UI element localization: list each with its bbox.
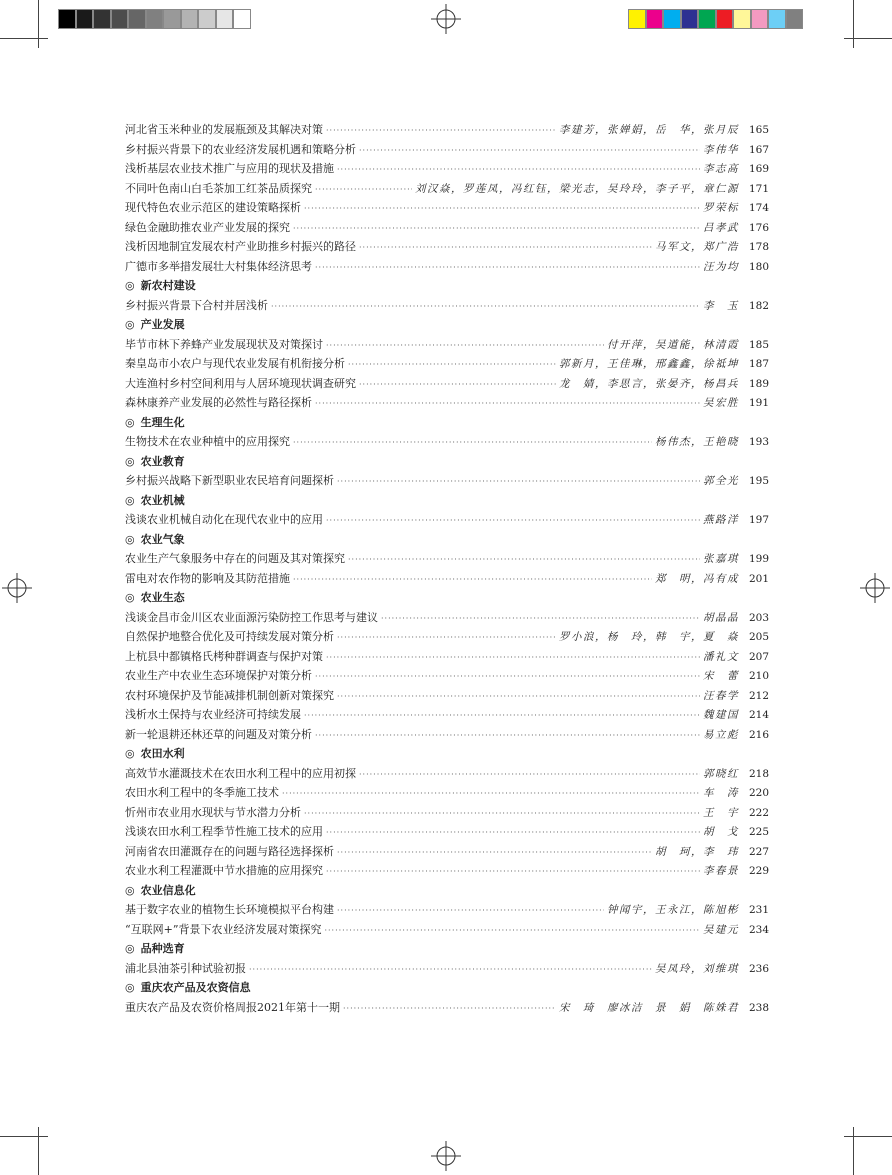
entry-page-number: 185 (748, 338, 769, 351)
leader-dots (293, 219, 700, 239)
entry-page-number: 189 (748, 377, 769, 390)
leader-dots (337, 628, 556, 648)
crop-mark-bottom-right-h (844, 1136, 892, 1137)
entry-title: 乡村振兴背景下的农业经济发展机遇和策略分析 (125, 142, 356, 156)
color-swatch (733, 9, 751, 29)
section-heading (125, 276, 769, 296)
toc-entry[interactable] (125, 257, 769, 277)
toc-entry[interactable] (125, 510, 769, 530)
entry-title: “互联网+”背景下农业经济发展对策探究 (125, 922, 322, 936)
section-heading-label: 重庆农产品及农资信息 (140, 981, 251, 994)
crop-mark-top-right-v (853, 0, 854, 48)
toc-entry[interactable] (125, 296, 769, 316)
section-heading (125, 978, 769, 998)
entry-authors: 潘礼文 (703, 650, 739, 663)
entry-title: 乡村振兴战略下新型职业农民培育问题探析 (125, 474, 334, 487)
entry-page-number: 231 (748, 904, 769, 916)
leader-dots (315, 394, 700, 414)
gray-swatch (146, 9, 164, 29)
crop-mark-top-right-h (844, 38, 892, 39)
toc-entry[interactable] (125, 998, 769, 1018)
toc-entry[interactable] (125, 354, 769, 374)
entry-authors: 车 涛 (703, 787, 739, 799)
section-mark-icon: ◎ (125, 747, 135, 760)
entry-title: 农业生产气象服务中存在的问题及其对策探究 (125, 552, 345, 565)
toc-entry[interactable] (125, 842, 769, 862)
entry-authors: 吴宏胜 (703, 397, 739, 409)
gray-swatch (93, 9, 111, 29)
toc-entry[interactable] (125, 686, 769, 706)
leader-dots (304, 706, 700, 726)
leader-dots (249, 960, 652, 980)
entry-authors: 郭新月，王佳琳，邢鑫鑫，徐祗坤 (559, 358, 739, 370)
leader-dots (315, 180, 412, 200)
toc-entry[interactable] (125, 725, 769, 745)
section-heading-label: 品种选育 (140, 942, 185, 955)
entry-title: 乡村振兴背景下合村并居浅析 (125, 298, 268, 312)
leader-dots (293, 570, 652, 590)
color-swatch (698, 9, 716, 29)
toc-entry[interactable] (125, 569, 769, 589)
leader-dots (337, 687, 700, 707)
entry-authors: 燕路洋 (703, 514, 739, 526)
section-heading-label: 农业教育 (140, 454, 185, 468)
gray-swatch (163, 9, 181, 29)
entry-title: 河南省农田灌溉存在的问题与路径选择探析 (125, 844, 334, 858)
leader-dots (343, 999, 556, 1019)
entry-title: 忻州市农业用水现状与节水潜力分析 (125, 805, 301, 819)
toc-entry[interactable] (125, 471, 769, 491)
entry-authors: 李志高 (703, 163, 739, 175)
toc-entry[interactable] (125, 666, 769, 686)
entry-authors: 龙 婧，李思言，张晏齐，杨昌兵 (559, 377, 739, 390)
entry-page-number: 216 (748, 728, 769, 741)
section-heading (125, 315, 769, 335)
entry-authors: 吴建元 (703, 923, 739, 936)
leader-dots (271, 297, 700, 317)
section-heading (125, 491, 769, 511)
entry-authors: 钟闻宇，王永江，陈旭彬 (607, 904, 739, 916)
leader-dots (315, 726, 700, 746)
gray-swatch (58, 9, 76, 29)
entry-title: 自然保护地整合优化及可持续发展对策分析 (125, 630, 334, 643)
entry-title: 农业生产中农业生态环境保护对策分析 (125, 669, 312, 682)
gray-swatch (76, 9, 94, 29)
entry-title: 毕节市林下养蜂产业发展现状及对策探讨 (125, 337, 323, 351)
entry-title: 浅谈农田水利工程季节性施工技术的应用 (125, 825, 323, 838)
section-heading-label: 新农村建设 (140, 279, 196, 292)
registration-mark-top (431, 4, 461, 34)
toc-entry[interactable] (125, 140, 769, 160)
entry-page-number: 222 (748, 806, 769, 819)
color-swatch (681, 9, 699, 29)
toc-entry[interactable] (125, 218, 769, 238)
section-mark-icon: ◎ (125, 454, 135, 468)
entry-page-number: 199 (748, 553, 769, 565)
leader-dots (337, 472, 700, 492)
leader-dots (359, 375, 556, 395)
leader-dots (359, 238, 652, 258)
toc-entry[interactable] (125, 959, 769, 979)
entry-title: 浅析水土保持与农业经济可持续发展 (125, 708, 301, 721)
leader-dots (282, 784, 700, 804)
entry-title: 农业水利工程灌溉中节水措施的应用探究 (125, 864, 323, 877)
leader-dots (315, 667, 700, 687)
entry-title: 河北省玉米种业的发展瓶颈及其解决对策 (125, 123, 323, 136)
toc-entry[interactable] (125, 237, 769, 257)
color-swatch (768, 9, 786, 29)
entry-page-number: 227 (748, 845, 769, 858)
entry-authors: 郭晓红 (703, 767, 739, 780)
entry-title: 生物技术在农业种植中的应用探究 (125, 435, 290, 448)
leader-dots (326, 823, 700, 843)
leader-dots (326, 121, 556, 141)
leader-dots (337, 160, 700, 180)
gray-swatch (111, 9, 129, 29)
entry-authors: 胡 珂，李 玮 (655, 845, 739, 858)
entry-page-number: 182 (748, 299, 769, 312)
toc-entry[interactable] (125, 120, 769, 140)
entry-title: 农田水利工程中的冬季施工技术 (125, 786, 279, 799)
section-heading (125, 881, 769, 901)
section-mark-icon: ◎ (125, 591, 135, 604)
section-heading (125, 939, 769, 959)
entry-title: 大连渔村乡村空间利用与人居环境现状调查研究 (125, 376, 356, 390)
leader-dots (381, 609, 700, 629)
entry-title: 上杭县中都镇格氏栲种群调查与保护对策 (125, 649, 323, 663)
entry-authors: 李春景 (703, 865, 739, 877)
section-heading (125, 744, 769, 764)
entry-title: 广德市多举措发展壮大村集体经济思考 (125, 259, 312, 273)
gray-scale-bar (58, 9, 251, 29)
entry-authors: 刘汉焱，罗莲凤，冯红钰，梁光志，吴玲玲，李子平，章仁源 (415, 182, 739, 195)
toc-entry[interactable] (125, 861, 769, 881)
section-mark-icon: ◎ (125, 883, 135, 897)
entry-authors: 李 玉 (703, 299, 739, 312)
toc-entry[interactable] (125, 608, 769, 628)
toc-entry[interactable] (125, 374, 769, 394)
section-heading (125, 530, 769, 550)
section-mark-icon: ◎ (125, 942, 135, 955)
entry-title: 雷电对农作物的影响及其防范措施 (125, 571, 290, 585)
entry-title: 基于数字农业的植物生长环境模拟平台构建 (125, 903, 334, 916)
leader-dots (326, 648, 700, 668)
entry-authors: 杨伟杰，王艳晓 (655, 436, 739, 448)
entry-authors: 罗小浪，杨 玲，韩 宇，夏 焱 (559, 631, 739, 643)
entry-title: 绿色金融助推农业产业发展的探究 (125, 220, 290, 234)
leader-dots (326, 511, 700, 531)
section-heading (125, 452, 769, 472)
section-mark-icon: ◎ (125, 318, 135, 331)
entry-page-number: 187 (748, 358, 769, 370)
leader-dots (324, 921, 700, 941)
gray-swatch (128, 9, 146, 29)
leader-dots (304, 804, 700, 824)
section-mark-icon: ◎ (125, 415, 135, 429)
leader-dots (337, 901, 604, 921)
toc-entry[interactable] (125, 803, 769, 823)
color-swatch (663, 9, 681, 29)
leader-dots (359, 765, 700, 785)
registration-mark-right (860, 573, 890, 603)
entry-authors: 李伟华 (703, 143, 739, 156)
entry-title: 重庆农产品及农资价格周报2021年第十一期 (125, 1000, 340, 1014)
color-control-bar (628, 9, 803, 29)
toc-entry[interactable] (125, 198, 769, 218)
leader-dots (315, 258, 700, 278)
toc-entry[interactable] (125, 822, 769, 842)
entry-title: 不同叶色南山白毛茶加工红茶品质探究 (125, 181, 312, 195)
entry-title: 浅析因地制宜发展农村产业助推乡村振兴的路径 (125, 240, 356, 253)
entry-authors: 汪春学 (703, 689, 739, 702)
gray-swatch (181, 9, 199, 29)
toc-entry[interactable] (125, 335, 769, 355)
entry-page-number: 176 (748, 221, 769, 234)
entry-title: 森林康养产业发展的必然性与路径探析 (125, 396, 312, 409)
crop-mark-bottom-left-h (0, 1136, 48, 1137)
crop-mark-top-left-h (0, 38, 48, 39)
section-heading (125, 588, 769, 608)
entry-page-number: 205 (748, 631, 769, 643)
section-heading-label: 生理生化 (140, 415, 185, 429)
toc-entry[interactable] (125, 920, 769, 940)
entry-page-number: 195 (748, 475, 769, 487)
entry-page-number: 193 (748, 436, 769, 448)
gray-swatch (198, 9, 216, 29)
entry-page-number: 178 (748, 241, 769, 253)
section-mark-icon: ◎ (125, 981, 135, 994)
entry-title: 浅谈金昌市金川区农业面源污染防控工作思考与建议 (125, 610, 378, 624)
entry-authors: 吴凤玲，刘维琪 (655, 962, 739, 975)
crop-mark-top-left-v (38, 0, 39, 48)
crop-mark-bottom-right-v (853, 1127, 854, 1175)
entry-authors: 胡 戈 (703, 826, 739, 838)
entry-title: 现代特色农业示范区的建设策略探析 (125, 201, 301, 214)
entry-authors: 胡晶晶 (703, 611, 739, 624)
color-swatch (751, 9, 769, 29)
entry-authors: 张嘉琪 (703, 553, 739, 565)
entry-authors: 马军文，郑广浩 (655, 241, 739, 253)
entry-authors: 王 宇 (703, 806, 739, 819)
entry-page-number: 229 (748, 865, 769, 877)
entry-title: 秦皇岛市小农户与现代农业发展有机衔接分析 (125, 357, 345, 370)
entry-authors: 郭全光 (703, 475, 739, 487)
section-heading (125, 413, 769, 433)
entry-authors: 汪为均 (703, 260, 739, 273)
toc-entry[interactable] (125, 627, 769, 647)
entry-authors: 易立彪 (703, 728, 739, 741)
entry-page-number: 171 (748, 182, 769, 195)
gray-swatch (216, 9, 234, 29)
leader-dots (337, 843, 652, 863)
gray-swatch (233, 9, 251, 29)
section-heading-label: 农业机械 (140, 493, 185, 507)
entry-page-number: 174 (748, 202, 769, 214)
entry-authors: 吕孝武 (703, 221, 739, 234)
entry-authors: 宋 琦 廖冰洁 景 娟 陈姝君 (559, 1001, 739, 1014)
entry-page-number: 167 (748, 143, 769, 156)
entry-page-number: 210 (748, 670, 769, 682)
color-swatch (646, 9, 664, 29)
entry-page-number: 191 (748, 397, 769, 409)
leader-dots (348, 355, 556, 375)
registration-mark-left (2, 573, 32, 603)
entry-title: 高效节水灌溉技术在农田水利工程中的应用初探 (125, 766, 356, 780)
toc-entry[interactable] (125, 159, 769, 179)
entry-page-number: 203 (748, 611, 769, 624)
color-swatch (628, 9, 646, 29)
entry-authors: 魏建国 (703, 709, 739, 721)
leader-dots (293, 433, 652, 453)
entry-page-number: 197 (748, 514, 769, 526)
crop-mark-bottom-left-v (38, 1127, 39, 1175)
entry-page-number: 238 (748, 1001, 769, 1014)
section-mark-icon: ◎ (125, 279, 135, 292)
entry-page-number: 234 (748, 923, 769, 936)
entry-title: 浅谈农业机械自动化在现代农业中的应用 (125, 513, 323, 526)
entry-page-number: 165 (748, 124, 769, 136)
toc-entry[interactable] (125, 764, 769, 784)
section-mark-icon: ◎ (125, 532, 135, 546)
entry-page-number: 214 (748, 709, 769, 721)
entry-authors: 李建芳，张婵娟，岳 华，张月辰 (559, 124, 739, 136)
toc-entry[interactable] (125, 783, 769, 803)
leader-dots (348, 550, 700, 570)
entry-authors: 宋 蕾 (703, 670, 739, 682)
leader-dots (359, 141, 700, 161)
registration-mark-bottom (431, 1141, 461, 1171)
entry-page-number: 225 (748, 826, 769, 838)
entry-page-number: 180 (748, 260, 769, 273)
section-heading-label: 农业信息化 (140, 883, 196, 897)
entry-title: 浅析基层农业技术推广与应用的现状及措施 (125, 162, 334, 175)
color-swatch (716, 9, 734, 29)
entry-authors: 罗荣标 (703, 202, 739, 214)
entry-page-number: 220 (748, 787, 769, 799)
entry-page-number: 207 (748, 650, 769, 663)
section-heading-label: 产业发展 (140, 318, 185, 331)
section-heading-label: 农田水利 (140, 747, 185, 760)
entry-title: 农村环境保护及节能减排机制创新对策探究 (125, 688, 334, 702)
entry-page-number: 218 (748, 767, 769, 780)
section-heading-label: 农业生态 (140, 591, 185, 604)
entry-page-number: 212 (748, 689, 769, 702)
entry-page-number: 201 (748, 572, 769, 585)
entry-page-number: 236 (748, 962, 769, 975)
color-swatch (786, 9, 804, 29)
toc-entry[interactable] (125, 900, 769, 920)
leader-dots (326, 862, 700, 882)
entry-page-number: 169 (748, 163, 769, 175)
entry-authors: 付开萍，吴道能，林清霞 (607, 338, 739, 351)
entry-authors: 郑 明，冯有成 (655, 572, 739, 585)
section-heading-label: 农业气象 (140, 532, 185, 546)
toc-entry[interactable] (125, 647, 769, 667)
section-mark-icon: ◎ (125, 493, 135, 507)
table-of-contents (125, 120, 769, 1017)
toc-entry[interactable] (125, 705, 769, 725)
toc-entry[interactable] (125, 432, 769, 452)
entry-title: 浦北县油茶引种试验初报 (125, 961, 246, 975)
leader-dots (326, 336, 604, 356)
toc-entry[interactable] (125, 549, 769, 569)
leader-dots (304, 199, 700, 219)
entry-title: 新一轮退耕还林还草的问题及对策分析 (125, 727, 312, 741)
toc-entry[interactable] (125, 179, 769, 199)
toc-entry[interactable] (125, 393, 769, 413)
